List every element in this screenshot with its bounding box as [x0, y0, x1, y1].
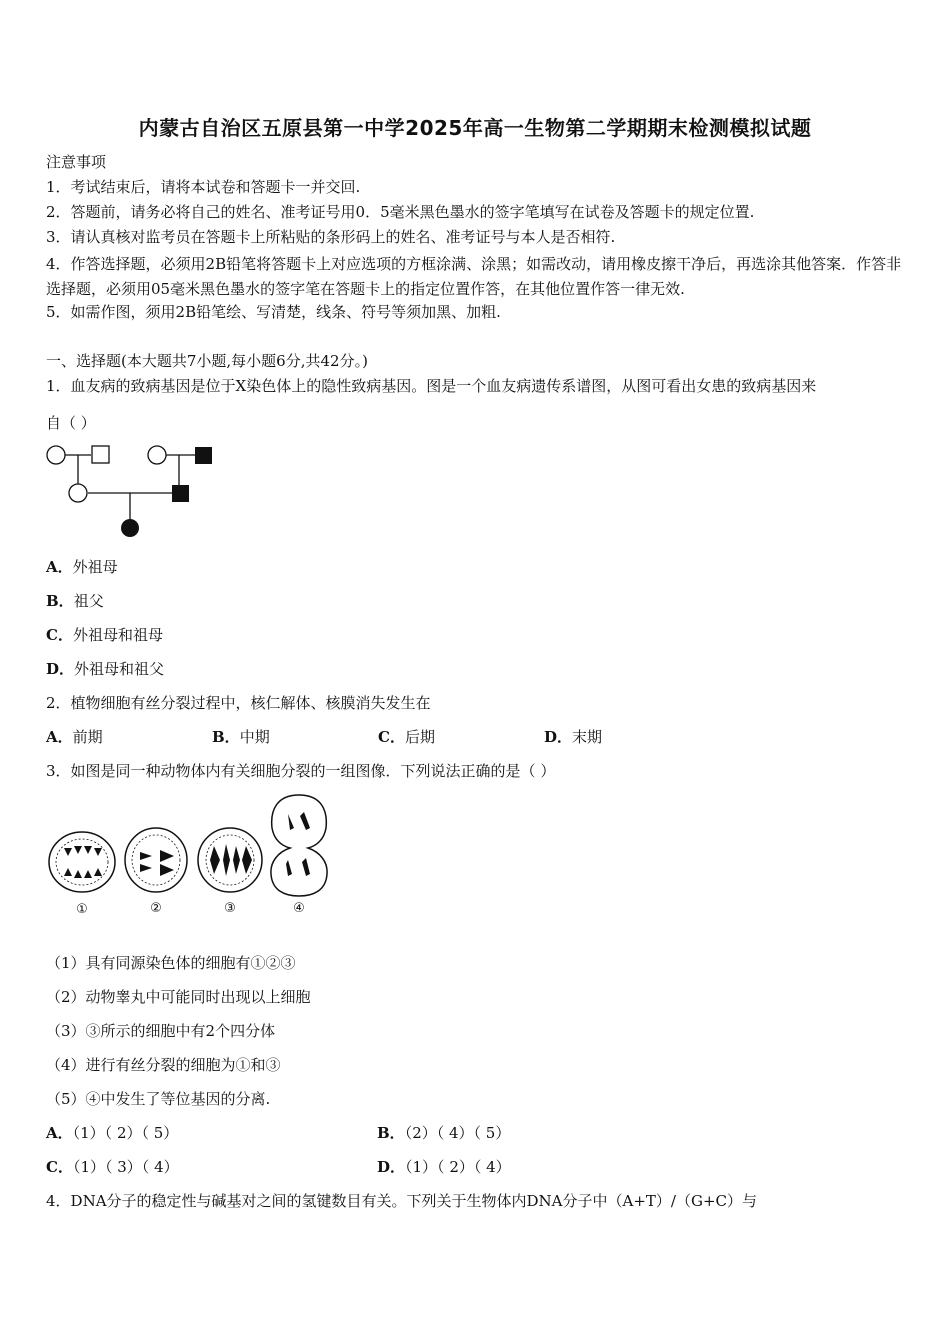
pedigree-female-affected	[121, 519, 139, 537]
pedigree-female-normal	[148, 446, 166, 464]
q3-option-b[interactable]: B．（2）（ 4）（ 5）	[377, 1124, 511, 1142]
figure-label-3: ③	[224, 901, 236, 916]
page-title: 内蒙古自治区五原县第一中学2025年高一生物第二学期期末检测模拟试题	[138, 116, 812, 140]
figure-label-4: ④	[293, 901, 305, 916]
section-heading: 一、选择题(本大题共7小题,每小题6分,共42分。)	[46, 352, 368, 370]
q1-option-b[interactable]: B．祖父	[46, 592, 104, 610]
pedigree-male-affected	[172, 485, 189, 502]
q3-statement: （2）动物睾丸中可能同时出现以上细胞	[46, 988, 311, 1006]
q1-option-d[interactable]: D．外祖母和祖父	[46, 660, 165, 678]
notice-item: 4．作答选择题，必须用2B铅笔将答题卡上对应选项的方框涂满、涂黑；如需改动，请用橡皮擦干净后，再选涂其他答案．作答非选择题，必须用05毫米黑色墨水的签字笔在答题卡上的指定位置作答，在其他位置作答一律无效.	[46, 255, 902, 298]
figure-label-1: ①	[76, 902, 88, 917]
notice-item: 3．请认真核对监考员在答题卡上所粘贴的条形码上的姓名、准考证号与本人是否相符.	[46, 228, 616, 246]
q3-option-a[interactable]: A．（1）（ 2）（ 5）	[46, 1124, 179, 1142]
q1-stem: 1．血友病的致病基因是位于X染色体上的隐性致病基因。图是一个血友病遗传系谱图，从图可看出女患的致病基因来	[46, 377, 817, 395]
pedigree-female-normal	[47, 446, 65, 464]
q1-option-c[interactable]: C．外祖母和祖母	[46, 626, 163, 644]
q2-option-c[interactable]: C．后期	[378, 728, 435, 746]
q3-stem: 3．如图是同一种动物体内有关细胞分裂的一组图像．下列说法正确的是（ ）	[46, 762, 556, 780]
cell-2	[125, 828, 187, 892]
pedigree-female-normal	[69, 484, 87, 502]
notice-heading: 注意事项	[46, 153, 107, 171]
q3-statement: （3）③所示的细胞中有2个四分体	[46, 1022, 276, 1040]
q2-option-a[interactable]: A．前期	[46, 728, 103, 746]
q3-option-c[interactable]: C．（1）（ 3）（ 4）	[46, 1158, 179, 1176]
pedigree-diagram	[40, 440, 220, 545]
q2-option-d[interactable]: D．末期	[544, 728, 603, 746]
q3-statement: （5）④中发生了等位基因的分离.	[46, 1090, 271, 1108]
notice-item: 2．答题前，请务必将自己的姓名、准考证号用0．5毫米黑色墨水的签字笔填写在试卷及答题卡的规定位置.	[46, 203, 755, 221]
q3-option-d[interactable]: D．（1）（ 2）（ 4）	[377, 1158, 511, 1176]
cell-1	[49, 832, 115, 892]
cell-division-figure	[42, 790, 342, 922]
pedigree-male-affected	[195, 447, 212, 464]
notice-item: 5．如需作图，须用2B铅笔绘、写清楚，线条、符号等须加黑、加粗.	[46, 303, 501, 321]
notice-item: 1．考试结束后，请将本试卷和答题卡一并交回.	[46, 178, 361, 196]
figure-label-2: ②	[150, 901, 162, 916]
q3-statement: （4）进行有丝分裂的细胞为①和③	[46, 1056, 281, 1074]
cell-4	[271, 795, 327, 896]
q2-option-b[interactable]: B．中期	[212, 728, 270, 746]
q4-stem: 4．DNA分子的稳定性与碱基对之间的氢键数目有关。下列关于生物体内DNA分子中（A+T）/（G+C）与	[46, 1192, 758, 1210]
q3-statement: （1）具有同源染色体的细胞有①②③	[46, 954, 296, 972]
q1-stem-cont: 自（ ）	[46, 414, 96, 432]
pedigree-male-normal	[92, 446, 109, 463]
q1-option-a[interactable]: A．外祖母	[46, 558, 118, 576]
q2-stem: 2．植物细胞有丝分裂过程中，核仁解体、核膜消失发生在	[46, 694, 431, 712]
